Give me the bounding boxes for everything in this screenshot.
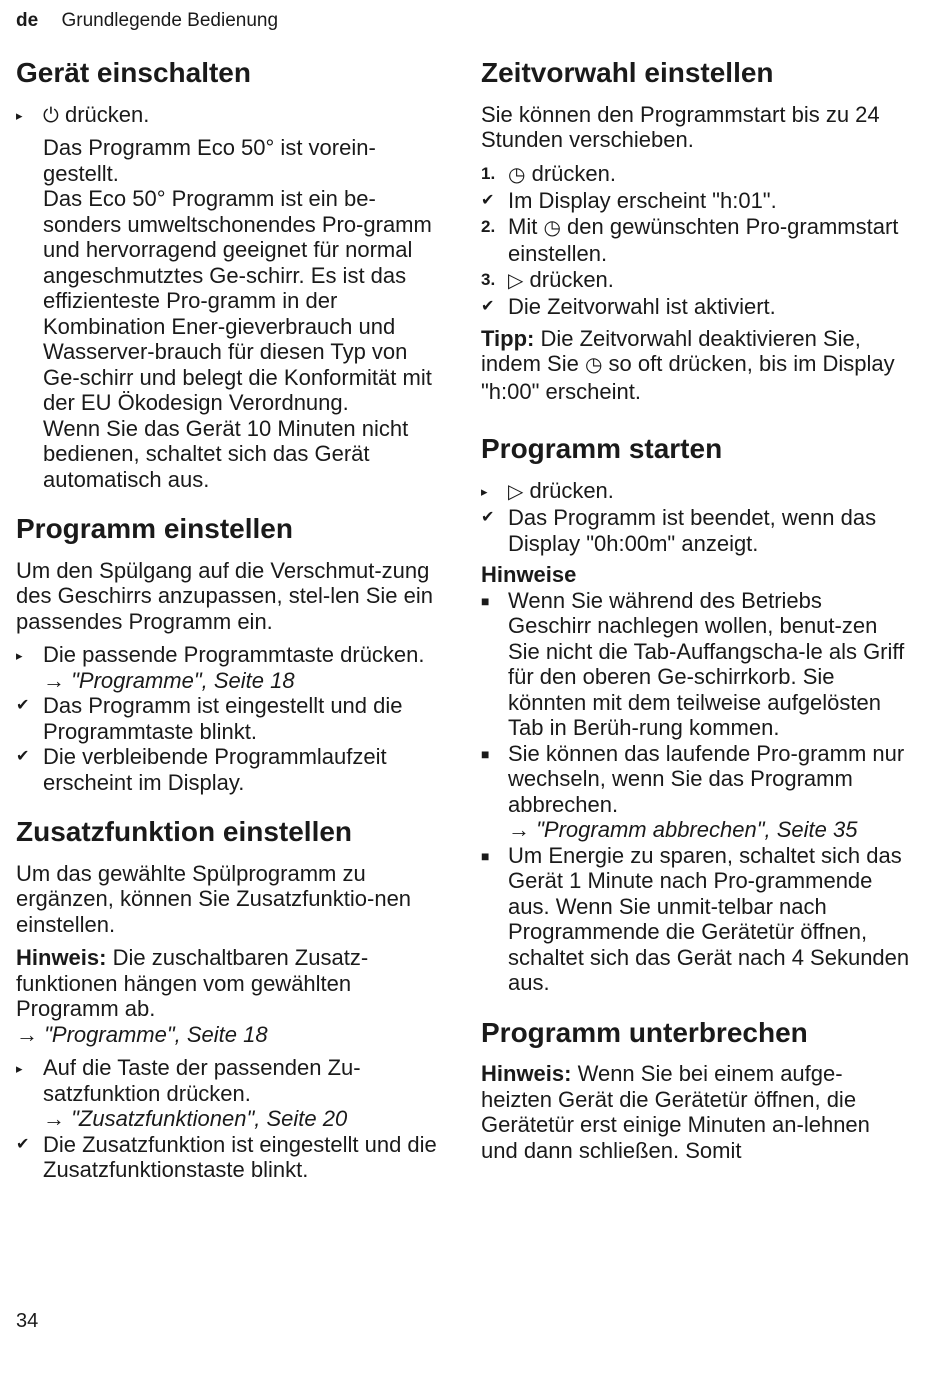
intro-paragraph: Um das gewählte Spülprogramm zu ergänzen, können Sie Zusatzfunktio-nen einstellen.	[16, 860, 412, 937]
tip-label: Tipp:	[481, 325, 535, 351]
result-text: Das Programm ist eingestellt und die Programmtaste blinkt.	[43, 693, 403, 744]
note-paragraph	[16, 945, 446, 1022]
result-text: Im Display erscheint "h:01".	[508, 188, 777, 214]
square-bullet-icon: ■	[481, 745, 490, 762]
note-item-1	[481, 588, 911, 741]
result-delay-active	[481, 294, 911, 320]
result-program-set	[16, 693, 446, 744]
paragraph-default-program	[16, 135, 446, 186]
step-start	[481, 478, 911, 506]
check-icon: ✔	[481, 509, 495, 527]
numbered-step-2	[481, 214, 911, 267]
step-text: Mit	[508, 213, 538, 239]
note-item-2	[481, 741, 911, 843]
result-extra-function	[16, 1132, 446, 1183]
language-code: de	[16, 10, 39, 31]
step-number: 1.	[481, 163, 496, 183]
note-text: Wenn Sie bei einem aufge-heizten Gerät die Gerätetür öffnen, die Gerätetür erst einige Minuten an-lehnen und dann schließen. Somit	[481, 1061, 870, 1163]
note-paragraph	[481, 1061, 911, 1163]
paragraph-text: Das Eco 50° Programm ist ein be-sonders umweltschonendes Pro-gramm und hervorragend geeignet für normal angeschmutztes Ge-schirr. Es ist das effizienteste Pro-gramm in der Kombination Ener-gieverbrauch und Wasserver-brauch für diesen Typ von Ge-schirr und belegt die Konformität mit der EU Ökodesign Verordnung.	[43, 186, 432, 416]
bullet-triangle-icon: ▸	[16, 107, 23, 123]
start-icon: ▷	[508, 269, 524, 292]
notes-heading: Hinweise	[481, 562, 577, 588]
note-label: Hinweis:	[481, 1061, 572, 1087]
bullet-triangle-icon: ▸	[481, 483, 488, 499]
step-power-on	[16, 102, 446, 130]
left-column	[16, 56, 446, 1183]
tip-paragraph	[481, 326, 911, 405]
start-icon: ▷	[508, 480, 524, 503]
result-text: Die verbleibende Programmlaufzeit erscheint im Display.	[43, 744, 387, 795]
intro-paragraph: Um den Spülgang auf die Verschmut-zung des Geschirrs anzupassen, stel-len Sie ein passendes Programm ein.	[16, 557, 433, 634]
cross-reference-link[interactable]: → "Programm abbrechen", Seite 35	[508, 817, 858, 843]
check-icon: ✔	[481, 298, 495, 316]
result-text: Das Programm ist beendet, wenn das Display "0h:00m" anzeigt.	[508, 505, 877, 556]
timer-icon: ◷	[508, 163, 526, 186]
step-text: drücken.	[531, 160, 616, 186]
note-text: Wenn Sie während des Betriebs Geschirr nachlegen wollen, benut-zen Sie nicht die Tab-Auffangscha-le als Griff für den oberen Ge-schirrkorb. Sie könnten mit dem teilweise aufgelösten Tab in Berüh-rung kommen.	[508, 587, 905, 741]
check-icon: ✔	[16, 1135, 30, 1153]
note-label: Hinweis:	[16, 945, 107, 971]
step-text: Auf die Taste der passenden Zu-satzfunktion drücken.	[43, 1055, 361, 1106]
section-title-zeitvorwahl: Zeitvorwahl einstellen	[481, 57, 774, 88]
numbered-step-1	[481, 161, 911, 189]
check-icon: ✔	[16, 697, 30, 715]
step-text: den gewünschten Pro-grammstart einstellen.	[508, 213, 899, 267]
timer-icon: ◷	[543, 216, 561, 239]
paragraph-auto-off	[16, 416, 446, 493]
tip-text: so oft drücken, bis im Display "h:00" erscheint.	[481, 351, 895, 404]
cross-reference-link[interactable]: → "Programme", Seite 18	[16, 1021, 268, 1047]
bullet-triangle-icon: ▸	[16, 1061, 23, 1077]
note-text: Sie können das laufende Pro-gramm nur wechseln, wenn Sie das Programm abbrechen.	[508, 740, 905, 817]
right-column	[481, 56, 911, 1171]
page-header	[16, 10, 278, 32]
square-bullet-icon: ■	[481, 847, 490, 864]
timer-icon: ◷	[584, 354, 603, 377]
check-icon: ✔	[481, 192, 495, 210]
paragraph-text: Das Programm Eco 50° ist vorein-gestellt.	[43, 135, 376, 186]
step-extra-function	[16, 1055, 446, 1132]
section-title-zusatzfunktion: Zusatzfunktion einstellen	[16, 816, 353, 848]
section-title-geraet-einschalten: Gerät einschalten	[16, 57, 251, 88]
section-title-programm-unterbrechen: Programm unterbrechen	[481, 1016, 808, 1048]
result-text: Die Zeitvorwahl ist aktiviert.	[508, 294, 776, 320]
tip-text: Die Zeitvorwahl deaktivieren Sie, indem Sie	[481, 325, 861, 377]
square-bullet-icon: ■	[481, 592, 490, 609]
section-title-programm-einstellen: Programm einstellen	[16, 513, 293, 545]
section-title-programm-starten: Programm starten	[481, 433, 723, 465]
page-number: 34	[16, 1310, 39, 1332]
result-program-finished	[481, 505, 911, 556]
step-text: Die passende Programmtaste drücken.	[43, 642, 425, 668]
bullet-triangle-icon: ▸	[16, 648, 23, 664]
chapter-title: Grundlegende Bedienung	[61, 10, 279, 31]
note-item-3	[481, 843, 911, 996]
step-number: 3.	[481, 269, 496, 289]
step-number: 2.	[481, 216, 496, 236]
step-program-button	[16, 642, 446, 693]
result-text: Die Zusatzfunktion ist eingestellt und die Zusatzfunktionstaste blinkt.	[43, 1131, 437, 1183]
step-text: drücken.	[529, 266, 614, 292]
numbered-step-3	[481, 267, 911, 295]
cross-reference-link[interactable]: → "Zusatzfunktionen", Seite 20	[43, 1106, 348, 1132]
check-icon: ✔	[16, 748, 30, 766]
paragraph-text: Wenn Sie das Gerät 10 Minuten nicht bedienen, schaltet sich das Gerät automatisch aus.	[43, 415, 409, 492]
result-remaining-time	[16, 744, 446, 795]
result-h01	[481, 188, 911, 214]
note-text: Um Energie zu sparen, schaltet sich das Gerät 1 Minute nach Pro-grammende aus. Wenn Sie unmit-telbar nach Programmende die Gerätetür öffnen, schaltet sich das Gerät nach 4 Sekunden aus.	[508, 842, 910, 996]
step-text: drücken.	[64, 101, 150, 127]
note-text: Die zuschaltbaren Zusatz-funktionen hängen vom gewählten Programm ab.	[16, 945, 369, 1022]
intro-paragraph: Sie können den Programmstart bis zu 24 Stunden verschieben.	[481, 101, 880, 153]
power-icon: ⏻	[43, 104, 59, 127]
paragraph-eco-program	[16, 186, 446, 416]
cross-reference-link[interactable]: → "Programme", Seite 18	[43, 667, 295, 693]
step-text: drücken.	[529, 477, 614, 503]
